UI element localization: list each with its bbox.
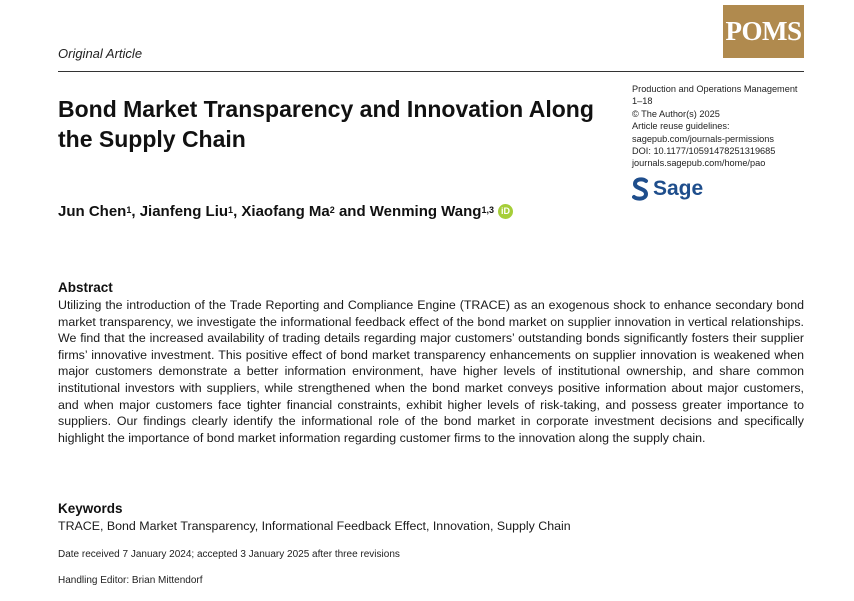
author-separator: , <box>233 203 242 220</box>
header-divider <box>58 71 804 72</box>
author: Jun Chen <box>58 203 127 220</box>
author: Jianfeng Liu <box>139 203 229 220</box>
page-range: 1–18 <box>632 96 653 107</box>
received-dates: Date received 7 January 2024; accepted 3 January 2025 after three revisions <box>58 549 400 560</box>
journal-meta <box>632 83 832 170</box>
author-separator: , <box>131 203 140 220</box>
author-affiliation: 1 <box>228 204 234 215</box>
sage-wordmark: Sage <box>653 177 704 200</box>
poms-logo: POMS <box>723 5 804 58</box>
reuse-label: Article reuse guidelines: <box>632 121 730 132</box>
doi[interactable]: DOI: 10.1177/10591478251319685 <box>632 146 776 157</box>
author-separator: and <box>334 203 370 220</box>
journal-name: Production and Operations Management <box>632 84 798 94</box>
orcid-icon[interactable]: iD <box>498 204 513 219</box>
author-list <box>58 203 513 220</box>
sage-logo <box>632 176 703 202</box>
article-type: Original Article <box>58 46 143 61</box>
sage-s-icon <box>632 177 649 201</box>
reuse-link[interactable]: sagepub.com/journals-permissions <box>632 133 774 144</box>
author-affiliation: 1 <box>126 204 132 215</box>
author: Wenming Wang <box>369 203 482 220</box>
abstract-heading: Abstract <box>58 280 113 295</box>
abstract-text: Utilizing the introduction of the Trade Reporting and Compliance Engine (TRACE) as an exogenous shock to enhance secondary bond market transparency, we investigate the informational feedback effect of the bond market on supplier innovation in vertical relationships. We find that the increased availability of trading details regarding major customers’ outstanding bonds significantly fosters their supplier firms’ innovative investment. This positive effect of bond market transparency enhancements on supplier innovation is weakened when major customers demonstrate a better information environment, have higher levels of institutional ownership, and share common institutional investors with suppliers, while strengthened when the bond market conveys positive information about major customers, and when major customers face tighter financial constraints, exhibit higher levels of risk-taking, and possess greater importance to suppliers. Our findings clearly identify the informational role of the bond market in corporate investment decisions and specifically highlight the importance of bond market information regarding customer firms to the innovation along the supply chain. <box>58 298 804 445</box>
keywords-heading: Keywords <box>58 501 123 516</box>
journal-link[interactable]: journals.sagepub.com/home/pao <box>632 158 766 169</box>
author-affiliation: 1,3 <box>481 204 494 215</box>
author-affiliation: 2 <box>329 204 335 215</box>
article-title: Bond Market Transparency and Innovation Along the Supply Chain <box>58 96 594 152</box>
author: Xiaofang Ma <box>241 203 330 220</box>
handling-editor: Handling Editor: Brian Mittendorf <box>58 575 203 586</box>
copyright: © The Author(s) 2025 <box>632 108 720 119</box>
keywords-text: TRACE, Bond Market Transparency, Informational Feedback Effect, Innovation, Supply Chain <box>58 519 571 533</box>
